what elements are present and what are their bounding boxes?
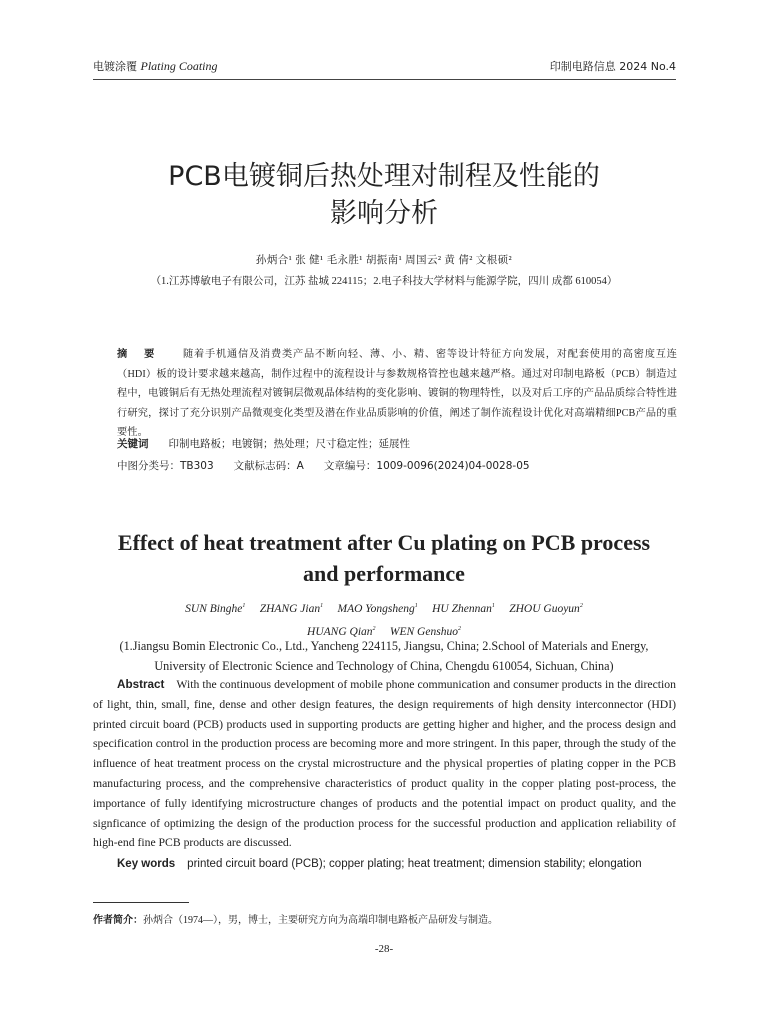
header-section-cn: 电镀涂覆 bbox=[93, 60, 137, 73]
cn-keywords bbox=[117, 436, 410, 451]
footnote-divider bbox=[93, 902, 189, 903]
cn-abstract bbox=[117, 345, 677, 443]
en-title-line2: and performance bbox=[303, 561, 465, 586]
en-abstract-label: Abstract bbox=[117, 678, 165, 691]
en-authors bbox=[0, 596, 768, 642]
en-abstract-text: With the continuous development of mobile phone communication and consumer products in the direction of light, thin, small, fine, dense and other design features, the design requirements of high density interconnector (HDI) printed circuit board (PCB) products used in supporting products are getting higher and higher, and the process design and specification control in the production process are becoming more and more stringent. In this paper, through the study of the influence of heat treatment process on the crystal microstructure and the physical properties of plating copper in the PCB manufacturing process, and the comprehensive characteristics of product quality in the copper plating post-process, the importance of fully identifying microstructure changes of products and the potential impact on product quality, and the signficance of optimizing the design of the production process for the successful production and application reliability of high-end fine PCB products are discussed. bbox=[93, 678, 676, 850]
en-keywords-label: Key words bbox=[117, 858, 176, 870]
en-author: WEN Genshuo$^2$ bbox=[389, 625, 461, 638]
cn-title bbox=[0, 158, 768, 232]
cn-title-line2: 影响分析 bbox=[330, 198, 438, 229]
cn-keywords-label: 关键词 bbox=[117, 438, 149, 450]
en-affiliation-line1: (1.Jiangsu Bomin Electronic Co., Ltd., Yancheng 224115, Jiangsu, China; 2.School of Materials and Energy, bbox=[119, 639, 649, 653]
en-author: HU Zhennan$^1$ bbox=[432, 602, 495, 615]
en-keywords bbox=[93, 854, 676, 874]
page-number: -28- bbox=[374, 943, 394, 955]
cn-keywords-text: 印制电路板；电镀铜；热处理；尺寸稳定性；延展性 bbox=[168, 438, 410, 450]
author-footnote bbox=[93, 911, 498, 926]
en-author: ZHOU Guoyun$^2$ bbox=[509, 602, 583, 615]
en-author: MAO Yongsheng$^1$ bbox=[337, 602, 418, 615]
en-keywords-text: printed circuit board (PCB); copper plating; heat treatment; dimension stability; elongation bbox=[187, 858, 642, 870]
running-header bbox=[93, 58, 676, 78]
en-title bbox=[0, 527, 768, 589]
en-affiliation bbox=[0, 636, 768, 676]
en-author: SUN Binghe$^1$ bbox=[185, 602, 246, 615]
header-journal: 印制电路信息 2024 No.4 bbox=[549, 60, 676, 73]
cn-abstract-label: 摘 要 bbox=[117, 349, 162, 360]
header-divider bbox=[93, 79, 676, 80]
footnote-label: 作者简介： bbox=[93, 915, 143, 926]
en-affiliation-line2: University of Electronic Science and Technology of China, Chengdu 610054, Sichuan, China) bbox=[154, 659, 614, 673]
footnote-text: 孙炳合（1974—），男，博士，主要研究方向为高端印制电路板产品研发与制造。 bbox=[143, 915, 498, 926]
en-abstract bbox=[93, 675, 676, 853]
header-section-en: Plating Coating bbox=[140, 59, 218, 73]
cn-affiliation: （1.江苏博敏电子有限公司，江苏 盐城 224115；2.电子科技大学材料与能源学院，四川 成都 610054） bbox=[150, 276, 618, 287]
cn-classification: 中图分类号：TB303 文献标志码：A 文章编号：1009-0096(2024)04-0028-05 bbox=[117, 460, 530, 472]
en-author: ZHANG Jian$^1$ bbox=[259, 602, 324, 615]
cn-title-line1: PCB电镀铜后热处理对制程及性能的 bbox=[168, 161, 600, 192]
en-title-line1: Effect of heat treatment after Cu plating on PCB process bbox=[117, 530, 651, 555]
cn-authors: 孙炳合¹ 张 健¹ 毛永胜¹ 胡振南¹ 周国云² 黄 倩² 文根硕² bbox=[255, 255, 513, 266]
en-author: HUANG Qian$^2$ bbox=[307, 625, 376, 638]
cn-abstract-text: 随着手机通信及消费类产品不断向轻、薄、小、精、密等设计特征方向发展，对配套使用的高密度互连（HDI）板的设计要求越来越高，制作过程中的流程设计与参数规格管控也越来越严格。通过对印制电路板（PCB）制造过程中，电镀铜后有无热处理流程对镀铜层微观晶体结构的变化影响、镀铜的物理特性，以及对后工序的产品品质综合特性进行研究，探讨了充分识别产品微观变化类型及潜在作业品质影响的价值，阐述了制作流程设计优化对高端精细PCB产品的重要性。 bbox=[117, 349, 678, 439]
header-section bbox=[93, 58, 218, 74]
